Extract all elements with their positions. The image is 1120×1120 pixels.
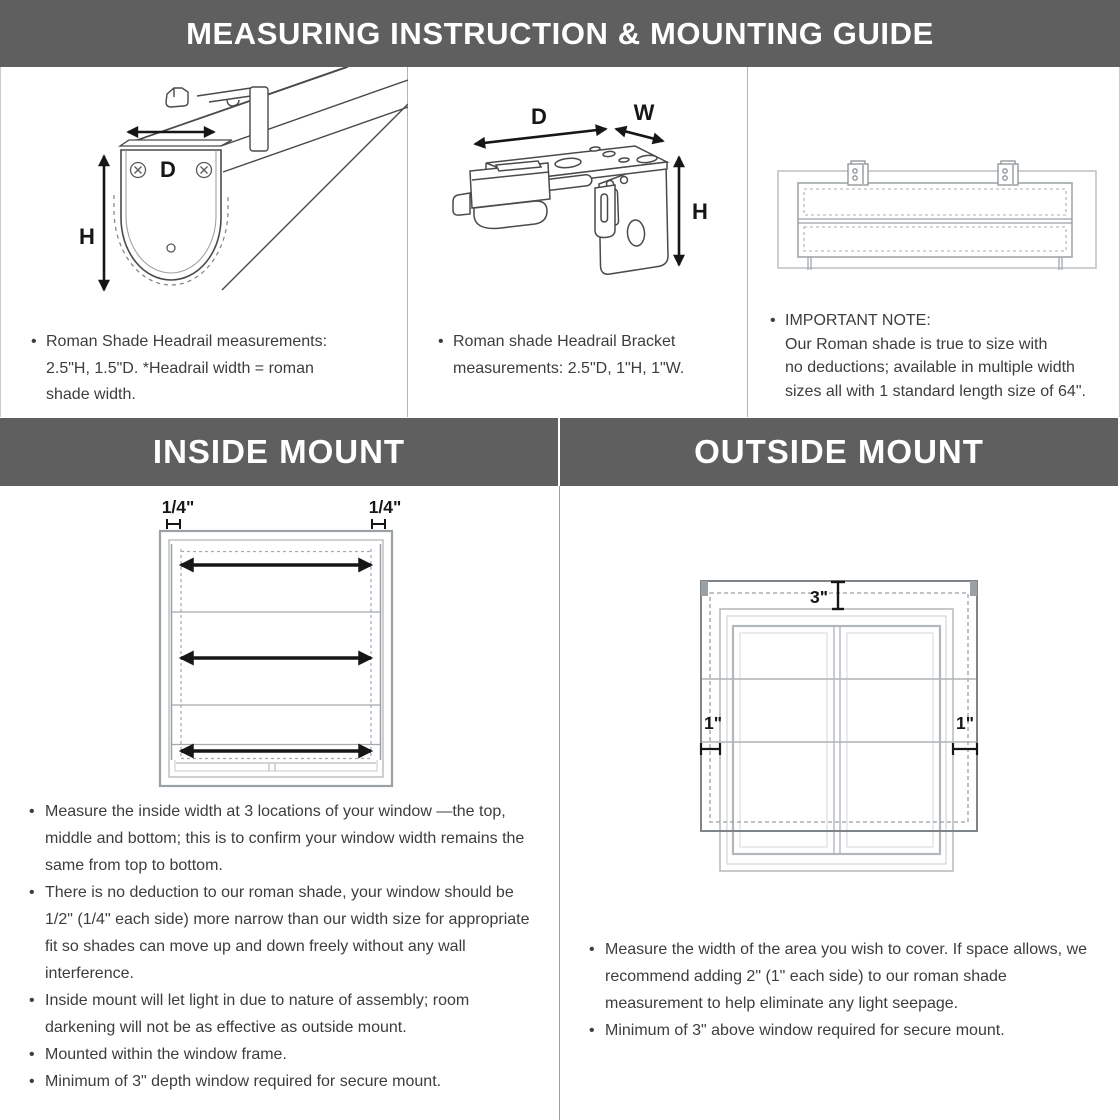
list-item: • Mounted within the window frame. — [28, 1041, 540, 1068]
dimension-label-w: W — [633, 100, 655, 125]
shade-corner-tab-left — [701, 581, 708, 596]
dimension-label-h: H — [692, 199, 708, 224]
inside-mount-diagram — [0, 486, 559, 806]
panel-important-note — [748, 67, 1119, 417]
page-title-bar — [0, 0, 1120, 67]
important-note: • IMPORTANT NOTE: Our Roman shade is true to size with no deductions; available in multiple width sizes all with 1 standard length size of 64". — [770, 309, 1118, 403]
list-item: • Inside mount will let light in due to nature of assembly; room darkening will not be as effective as outside mount. — [28, 987, 540, 1041]
gap-label-right: 1/4" — [368, 497, 402, 517]
shade-fold-lines — [702, 679, 976, 742]
inside-mount-title: INSIDE MOUNT — [152, 433, 406, 470]
gap-label-left: 1" — [703, 713, 723, 733]
outside-mount-header — [560, 418, 1118, 486]
list-item: • Measure the inside width at 3 locations of your window —the top, middle and bottom; this is to confirm your window width remains the same from top to bottom. — [28, 798, 540, 879]
window-sill — [176, 763, 376, 771]
gap-measure-marks — [167, 519, 385, 529]
headrail-front-view — [798, 183, 1072, 257]
dimension-label-h: H — [79, 224, 95, 249]
top-gap-measure — [831, 582, 845, 609]
important-note-title: • IMPORTANT NOTE: — [770, 309, 1118, 333]
gap-label-right: 1" — [955, 713, 975, 733]
top-panels-section — [0, 67, 1120, 417]
headrail-top-face — [120, 140, 232, 146]
outside-mount-instructions — [588, 936, 1096, 1044]
gap-label-left: 1/4" — [161, 497, 195, 517]
side-gap-measure-marks — [701, 743, 977, 755]
shade-corner-tab-right — [970, 581, 977, 596]
inside-mount-header — [0, 418, 560, 486]
gap-label-top: 3" — [809, 587, 828, 607]
list-item: • Minimum of 3" depth window required for secure mount. — [28, 1068, 540, 1095]
roman-shade — [701, 581, 977, 831]
panel-headrail — [1, 67, 408, 417]
outside-mount-diagram — [560, 486, 1120, 886]
panel-bracket — [408, 67, 748, 417]
list-item: • There is no deduction to our roman shade, your window should be 1/2" (1/4" each side) more narrow than our width size for appropriate fit so shades can move up and down freely without any wall interference. — [28, 879, 540, 987]
inside-mount-instructions — [28, 798, 540, 1095]
shade-stitch-border — [710, 593, 968, 822]
inside-mount-section — [0, 486, 560, 1120]
outside-mount-title: OUTSIDE MOUNT — [694, 433, 984, 470]
mount-columns — [0, 486, 1120, 1120]
dimension-label-d: D — [160, 157, 176, 182]
bracket-note: • Roman shade Headrail Bracket measurements: 2.5"D, 1"H, 1"W. — [438, 329, 701, 382]
list-item: • Minimum of 3" above window required for secure mount. — [588, 1017, 1096, 1044]
dimension-label-d: D — [531, 104, 547, 129]
mounting-brackets — [848, 161, 1018, 185]
roman-shade — [171, 543, 381, 760]
page-title: MEASURING INSTRUCTION & MOUNTING GUIDE — [186, 15, 934, 51]
mount-section-bars — [0, 418, 1120, 486]
bracket-body — [453, 146, 668, 274]
outside-mount-section — [560, 486, 1120, 1120]
list-item: • Measure the width of the area you wish to cover. If space allows, we recommend adding 2" (1" each side) to our roman shade measurement to help eliminate any light seepage. — [588, 936, 1096, 1017]
headrail-note: • Roman Shade Headrail measurements: 2.5"H, 1.5"D. *Headrail width = roman shade width. — [31, 329, 348, 409]
